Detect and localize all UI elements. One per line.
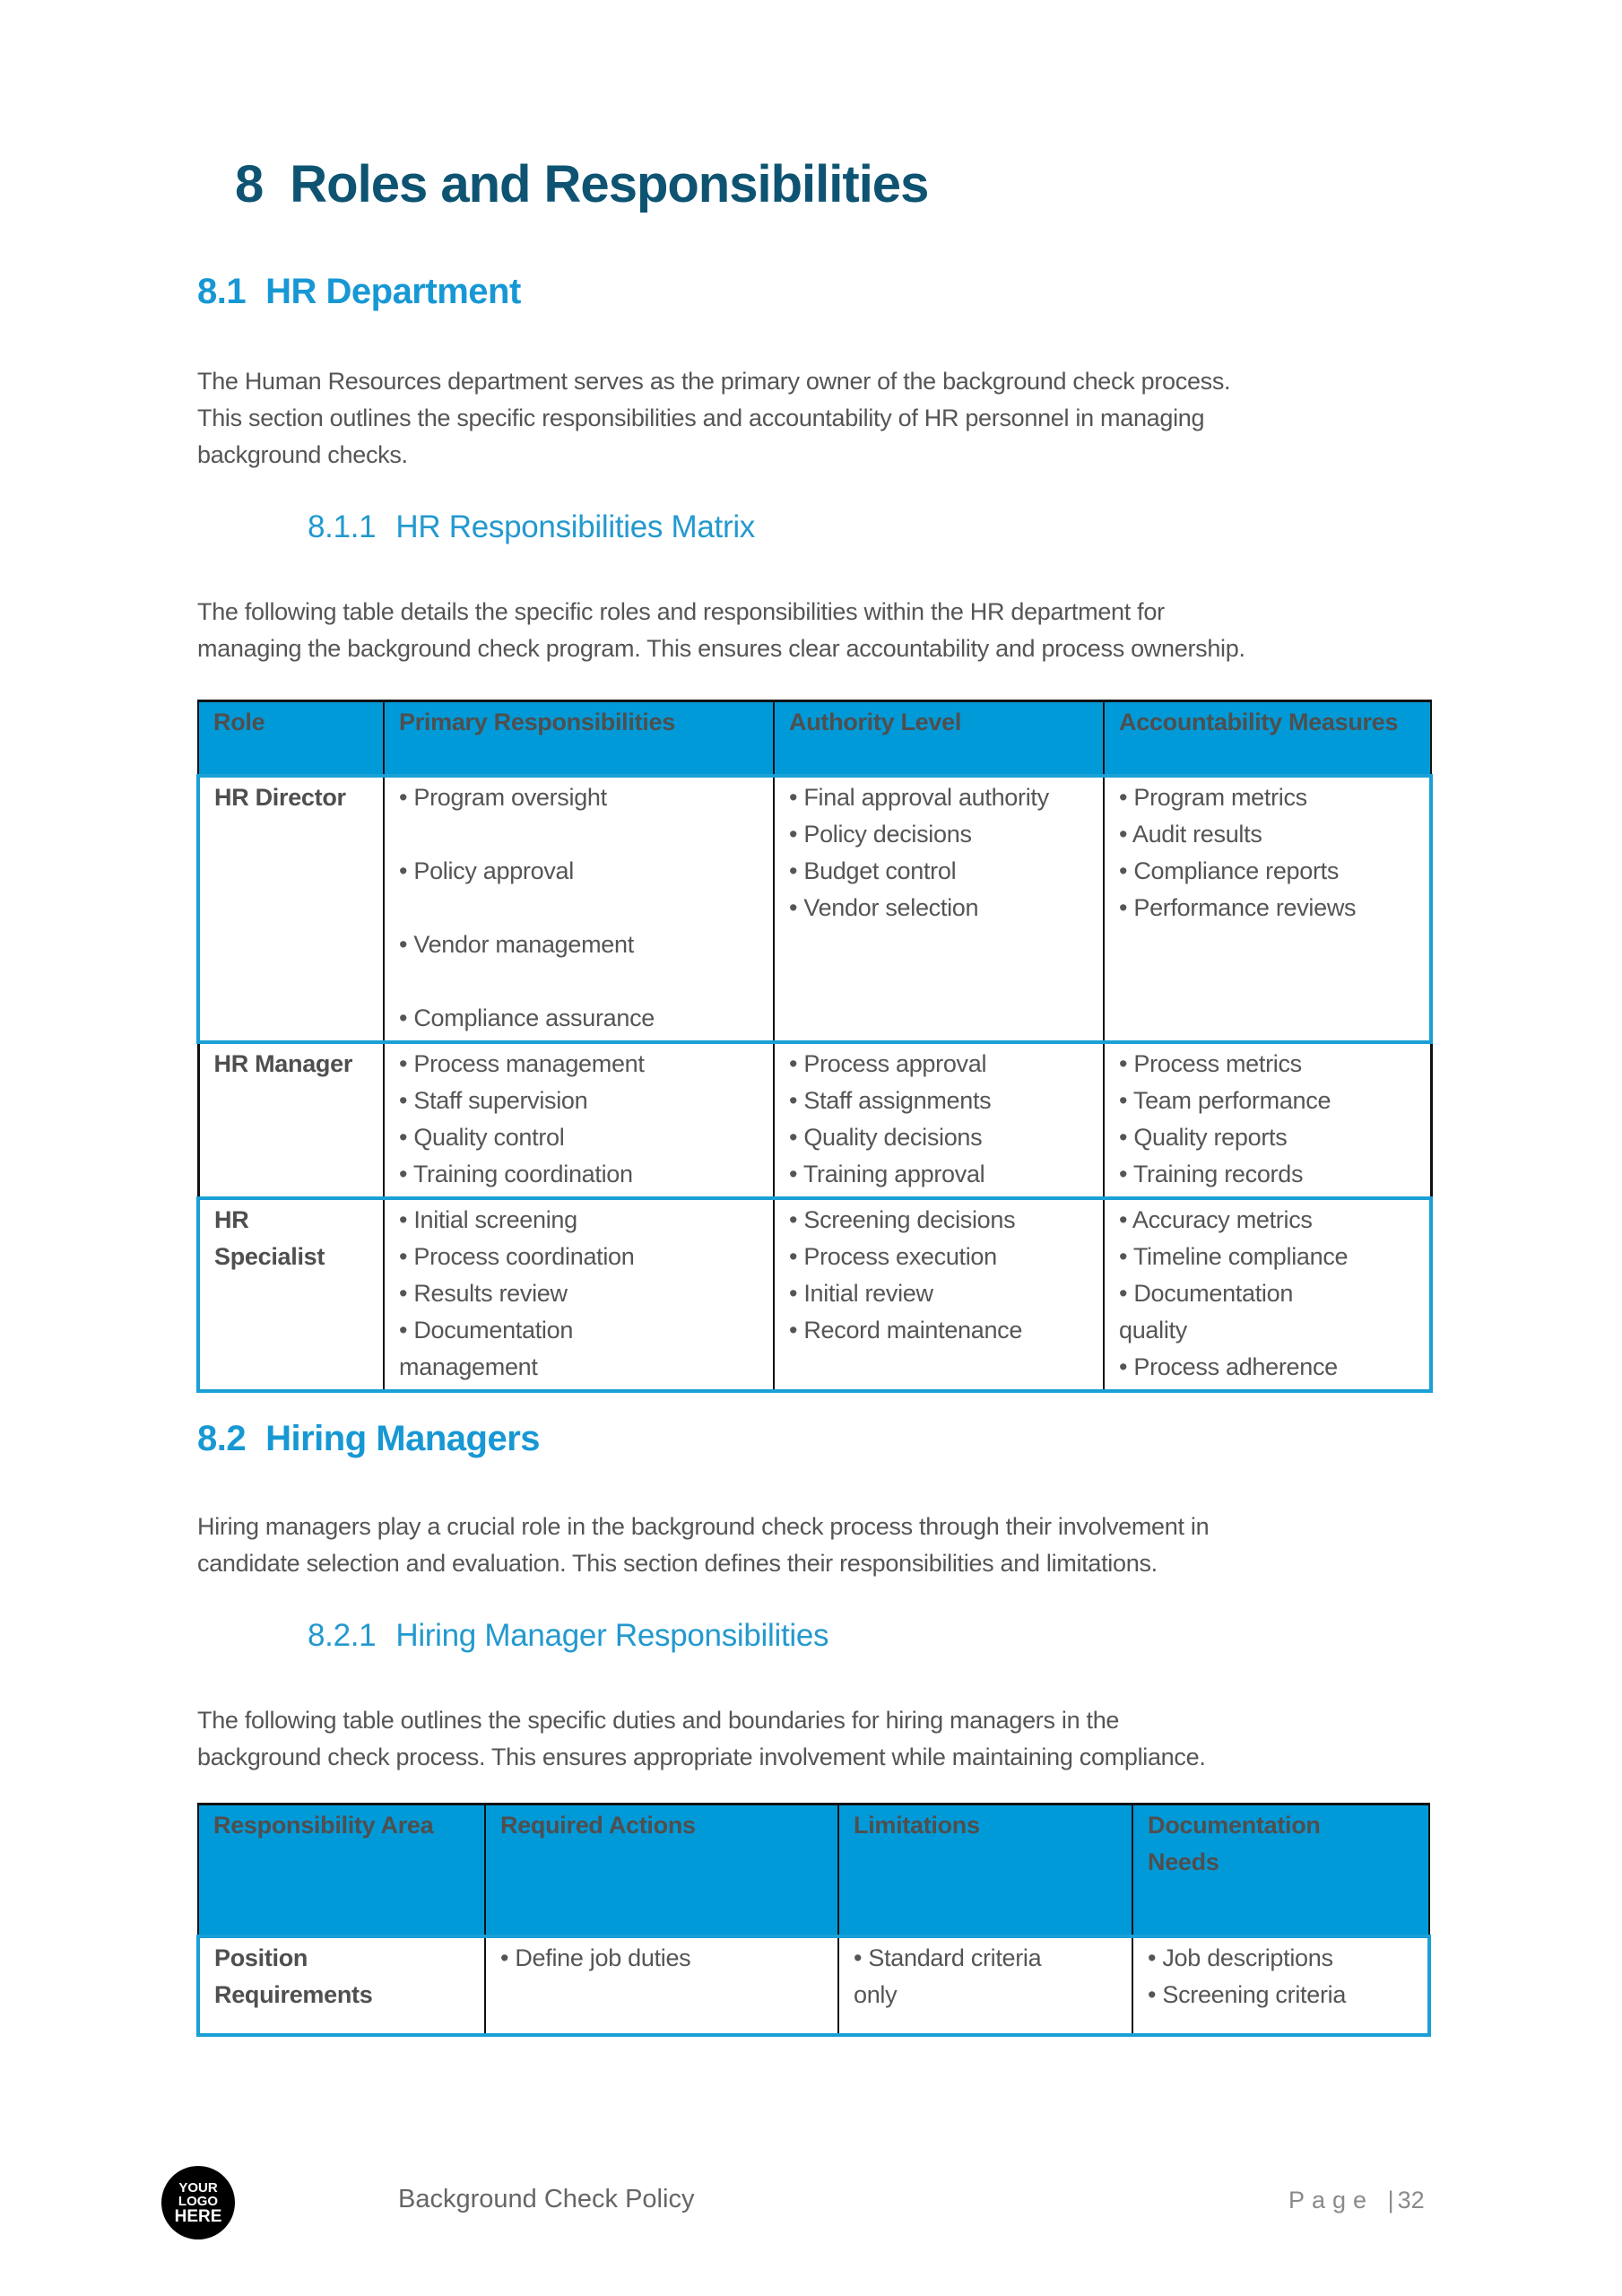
limitations-cell: • Standard criteria only [838,1936,1132,2035]
column-header-primary-responsibilities: Primary Responsibilities [384,701,774,776]
column-header-role: Role [198,701,384,776]
documentation-needs-cell: • Job descriptions • Screening criteria [1132,1936,1429,2035]
table-row [198,1042,1431,1198]
chapter-title: Roles and Responsibilities [290,155,929,213]
column-header-limitations: Limitations [838,1805,1132,1936]
column-header-documentation-needs: Documentation Needs [1132,1805,1429,1936]
footer-page-number [1288,2187,1425,2214]
hiring-manager-table-intro [197,1702,1435,1776]
paragraph-line: candidate selection and evaluation. This section defines their responsibilities and limitations. [197,1550,1158,1577]
page-label: Page [1288,2187,1375,2213]
authority-level-cell: • Final approval authority • Policy decisions • Budget control • Vendor selection [774,776,1104,1042]
chapter-heading [235,154,928,214]
column-header-responsibility-area: Responsibility Area [198,1805,485,1936]
paragraph-line: This section outlines the specific responsibilities and accountability of HR personnel in managing [197,404,1205,431]
table-row [198,776,1431,1042]
paragraph-line: The following table outlines the specific duties and boundaries for hiring managers in the [197,1707,1120,1734]
paragraph-line: Hiring managers play a crucial role in the background check process through their involvement in [197,1513,1210,1540]
primary-responsibilities-cell: • Initial screening • Process coordination • Results review • Documentation management [384,1198,774,1391]
page-separator: | [1387,2187,1398,2213]
table-row [198,1936,1429,2035]
accountability-measures-cell: • Accuracy metrics • Timeline compliance • Documentation quality • Process adherence [1104,1198,1431,1391]
table-row [198,1198,1431,1391]
chapter-number: 8 [235,155,264,213]
authority-level-cell: • Process approval • Staff assignments • Quality decisions • Training approval [774,1042,1104,1198]
role-cell: HR Manager [198,1042,384,1198]
hr-department-intro [197,363,1435,474]
hr-matrix-intro [197,594,1435,667]
section-title: Hiring Managers [265,1419,541,1458]
paragraph-line: background check process. This ensures appropriate involvement while maintaining compliance. [197,1744,1206,1770]
table-header-row [198,1805,1429,1936]
hiring-managers-intro [197,1509,1435,1582]
role-cell: HR Director [198,776,384,1042]
section-number: 8.1 [197,272,247,311]
company-logo-placeholder: YOUR LOGO HERE [161,2166,235,2239]
subsection-heading-hr-matrix [308,509,755,545]
primary-responsibilities-cell: • Program oversight • Policy approval • Vendor management • Compliance assurance [384,776,774,1042]
paragraph-line: background checks. [197,441,408,468]
required-actions-cell: • Define job duties [485,1936,838,2035]
accountability-measures-cell: • Process metrics • Team performance • Quality reports • Training records [1104,1042,1431,1198]
primary-responsibilities-cell: • Process management • Staff supervision • Quality control • Training coordination [384,1042,774,1198]
responsibility-area-cell: Position Requirements [198,1936,485,2035]
subsection-number: 8.2.1 [308,1618,377,1653]
subsection-title: HR Responsibilities Matrix [395,509,756,544]
authority-level-cell: • Screening decisions • Process execution • Initial review • Record maintenance [774,1198,1104,1391]
hr-responsibilities-table [196,700,1433,1393]
paragraph-line: managing the background check program. This ensures clear accountability and process ownership. [197,635,1245,662]
footer-document-title: Background Check Policy [398,2185,695,2213]
paragraph-line: The Human Resources department serves as the primary owner of the background check process. [197,368,1231,395]
role-cell: HR Specialist [198,1198,384,1391]
accountability-measures-cell: • Program metrics • Audit results • Compliance reports • Performance reviews [1104,776,1431,1042]
section-title: HR Department [265,272,521,311]
table-header-row [198,701,1431,776]
column-header-authority-level: Authority Level [774,701,1104,776]
column-header-accountability-measures: Accountability Measures [1104,701,1431,776]
hiring-manager-responsibilities-table [196,1803,1431,2037]
section-heading-hr-department [197,272,521,312]
subsection-heading-hiring-manager-responsibilities [308,1618,828,1654]
page-number: 32 [1397,2187,1425,2213]
subsection-title: Hiring Manager Responsibilities [395,1618,829,1653]
paragraph-line: The following table details the specific roles and responsibilities within the HR department for [197,598,1165,625]
section-number: 8.2 [197,1419,247,1458]
subsection-number: 8.1.1 [308,509,377,544]
section-heading-hiring-managers [197,1419,540,1459]
column-header-required-actions: Required Actions [485,1805,838,1936]
